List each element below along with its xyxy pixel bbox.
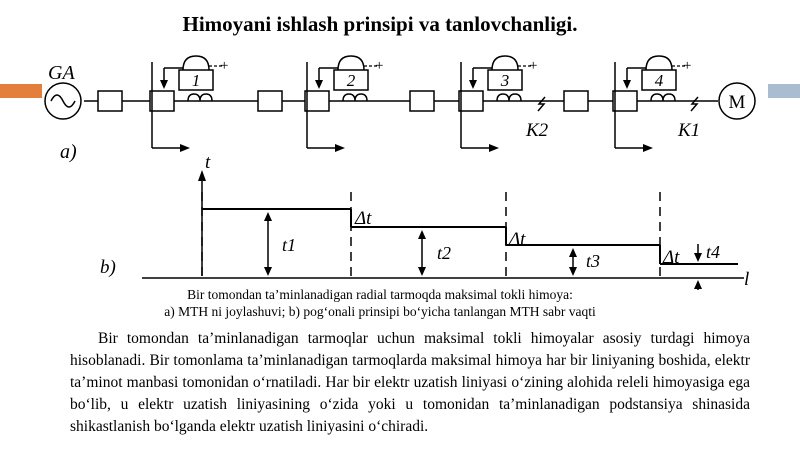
breaker-box	[564, 91, 588, 111]
relay-coil-icon	[646, 56, 672, 70]
protection-number: 1	[191, 71, 201, 90]
current-transformer-icon	[188, 94, 212, 101]
time-label-t1: t1	[282, 235, 297, 255]
motor-label: M	[728, 92, 746, 113]
relay-link-arrow	[160, 80, 168, 89]
relay-link-arrow	[469, 80, 477, 89]
relay-link-arrow	[315, 80, 323, 89]
l-axis-label: l	[744, 269, 750, 290]
time-measure-arrow	[694, 280, 702, 289]
breaker-box	[613, 91, 637, 111]
relay-coil-icon	[338, 56, 364, 70]
caption-line-1: Bir tomondan ta’minlanadigan radial tarmoqda maksimal tokli himoya:	[187, 287, 573, 302]
time-measure-arrow	[694, 253, 702, 262]
time-label-t4: t4	[706, 242, 721, 262]
figure-caption	[120, 286, 640, 320]
plus-sign: +	[683, 58, 692, 74]
breaker-box	[305, 91, 329, 111]
plus-sign: +	[529, 58, 538, 74]
trip-arrow-head	[335, 144, 345, 152]
time-measure-arrow	[569, 267, 577, 276]
time-measure-arrow	[418, 267, 426, 276]
protection-number: 3	[500, 71, 510, 90]
body-paragraph: Bir tomondan ta’minlanadigan tarmoqlar uchun maksimal tokli himoyalar asosiy turdagi himoya hisoblanadi. Bir tomonlama ta’minlanadigan tarmoqlarda maksimal himoya har bir liniyaning boshida, elektr ta’minot manbasi tomonidan o‘rnatiladi. Har bir elektr uzatish liniyasi o‘zining alohida releli himoyasiga ega bo‘lib, u elektr uzatish liniyasining o‘zida yoki u tomonidan ta’minlanadigan podstansiya shinasida shikastlanish bo‘lganda elektr uzatish liniyasini o‘chiradi.	[70, 330, 750, 435]
fault-mark-icon	[538, 97, 545, 111]
delta-t-label-2: Δt	[509, 229, 526, 250]
current-transformer-icon	[343, 94, 367, 101]
part-b-label: b)	[100, 257, 116, 278]
time-measure-arrow	[418, 230, 426, 239]
time-label-t3: t3	[586, 251, 601, 271]
breaker-box	[150, 91, 174, 111]
plus-sign: +	[220, 58, 229, 74]
trip-arrow-head	[180, 144, 190, 152]
trip-arrow-head	[643, 144, 653, 152]
protection-number: 4	[654, 71, 664, 90]
relay-coil-icon	[183, 56, 209, 70]
slide-title: Himoyani ishlash prinsipi va tanlovchanligi.	[182, 12, 578, 36]
breaker-box	[98, 91, 122, 111]
protection-bays	[98, 56, 691, 152]
delta-t-label-3: Δt	[663, 247, 680, 268]
current-transformer-icon	[651, 94, 675, 101]
time-measure-arrow	[264, 212, 272, 221]
breaker-box	[459, 91, 483, 111]
source-label: GA	[48, 62, 75, 84]
trip-arrow-head	[489, 144, 499, 152]
delta-t-label-1: Δt	[355, 208, 372, 229]
breaker-box	[410, 91, 434, 111]
time-measure-arrow	[264, 267, 272, 276]
relay-coil-icon	[492, 56, 518, 70]
fault-label-k2: K2	[526, 120, 549, 141]
plus-sign: +	[375, 58, 384, 74]
relay-link-arrow	[623, 80, 631, 89]
current-transformer-icon	[497, 94, 521, 101]
protection-bay-1	[150, 56, 228, 152]
time-measure-arrow	[569, 248, 577, 257]
fault-mark-icon	[691, 97, 698, 111]
caption-line-2: a) MTH ni joylashuvi; b) pog‘onali prinsipi bo‘yicha tanlangan MTH sabr vaqti	[164, 304, 596, 319]
breaker-box	[258, 91, 282, 111]
part-a-label: a)	[60, 141, 77, 163]
protection-number: 2	[346, 71, 356, 90]
t-axis-label: t	[205, 152, 211, 173]
protection-bay-2	[305, 56, 383, 152]
fault-label-k1: K1	[678, 120, 701, 141]
time-label-t2: t2	[437, 243, 452, 263]
